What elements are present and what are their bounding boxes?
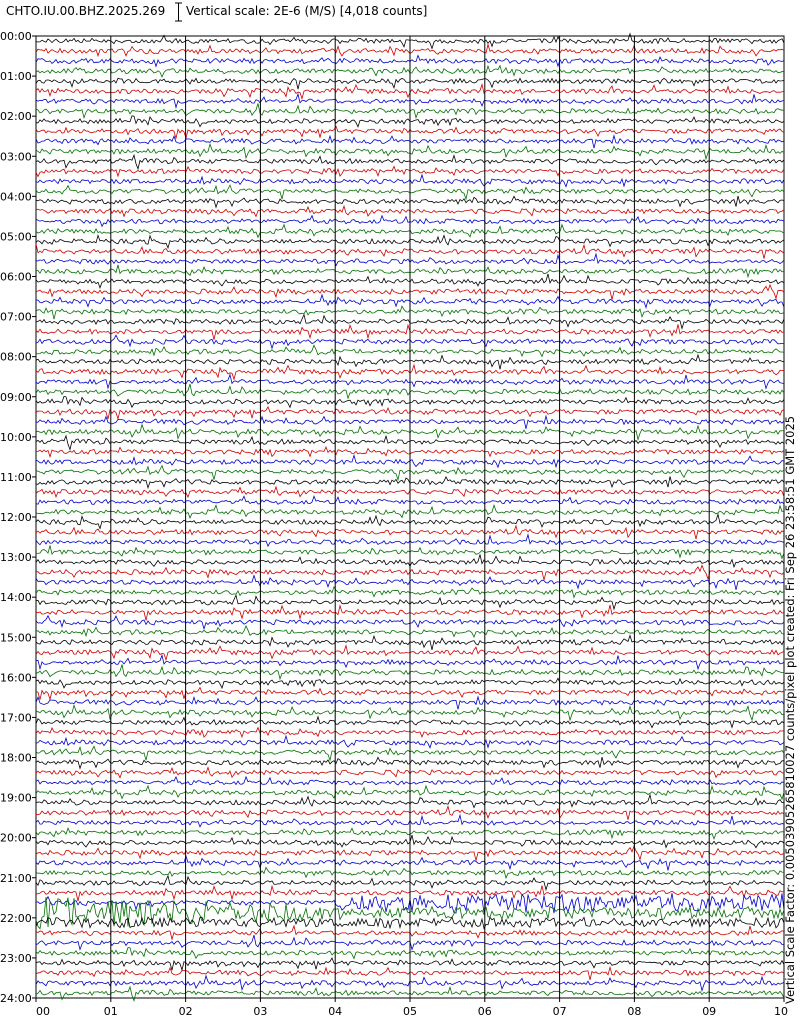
hour-label: 17:00 (0, 711, 32, 725)
hour-label: 16:00 (0, 671, 32, 685)
side-info-label: Vertical Scale Factor: 0.00503905265810027 counts/pixel plot created: Fri Sep 26 23:58:51 GMT 2025 (783, 415, 797, 1004)
hour-label: 22:00 (0, 911, 32, 925)
minute-label: 02 (178, 1005, 193, 1018)
hour-label: 03:00 (0, 150, 32, 164)
minute-label: 04 (328, 1005, 343, 1018)
hour-label: 13:00 (0, 551, 32, 565)
minute-label: 01 (103, 1005, 118, 1018)
minute-label: 08 (627, 1005, 642, 1018)
minute-label: 07 (552, 1005, 567, 1018)
hour-label: 05:00 (0, 230, 32, 244)
hour-label: 19:00 (0, 791, 32, 805)
minute-label: 10 (774, 1005, 788, 1018)
hour-label: 06:00 (0, 270, 32, 284)
hour-label: 11:00 (0, 470, 32, 484)
minute-label: 05 (403, 1005, 417, 1018)
minute-label: 03 (253, 1005, 268, 1018)
hour-label: 14:00 (0, 591, 32, 605)
hour-label: 08:00 (0, 350, 32, 364)
hour-label: 09:00 (0, 390, 32, 404)
minute-label: 06 (477, 1005, 492, 1018)
vertical-scale-label: Vertical scale: 2E-6 (M/S) [4,018 counts] (186, 4, 428, 18)
hour-label: 00:00 (0, 30, 32, 43)
minute-label: 00 (36, 1005, 50, 1018)
hour-label: 23:00 (0, 951, 32, 965)
minute-label: 09 (702, 1005, 717, 1018)
hour-label: 01:00 (0, 70, 32, 84)
hour-label: 24:00 (0, 992, 32, 1005)
hour-label: 12:00 (0, 511, 32, 524)
hour-label: 18:00 (0, 751, 32, 765)
hour-label: 21:00 (0, 871, 32, 885)
hour-label: 15:00 (0, 631, 32, 645)
hour-label: 02:00 (0, 110, 32, 124)
hour-label: 07:00 (0, 310, 32, 324)
hour-label: 10:00 (0, 430, 32, 444)
station-label: CHTO.IU.00.BHZ.2025.269 (6, 4, 166, 18)
hour-label: 04:00 (0, 190, 32, 204)
hour-label: 20:00 (0, 831, 32, 845)
